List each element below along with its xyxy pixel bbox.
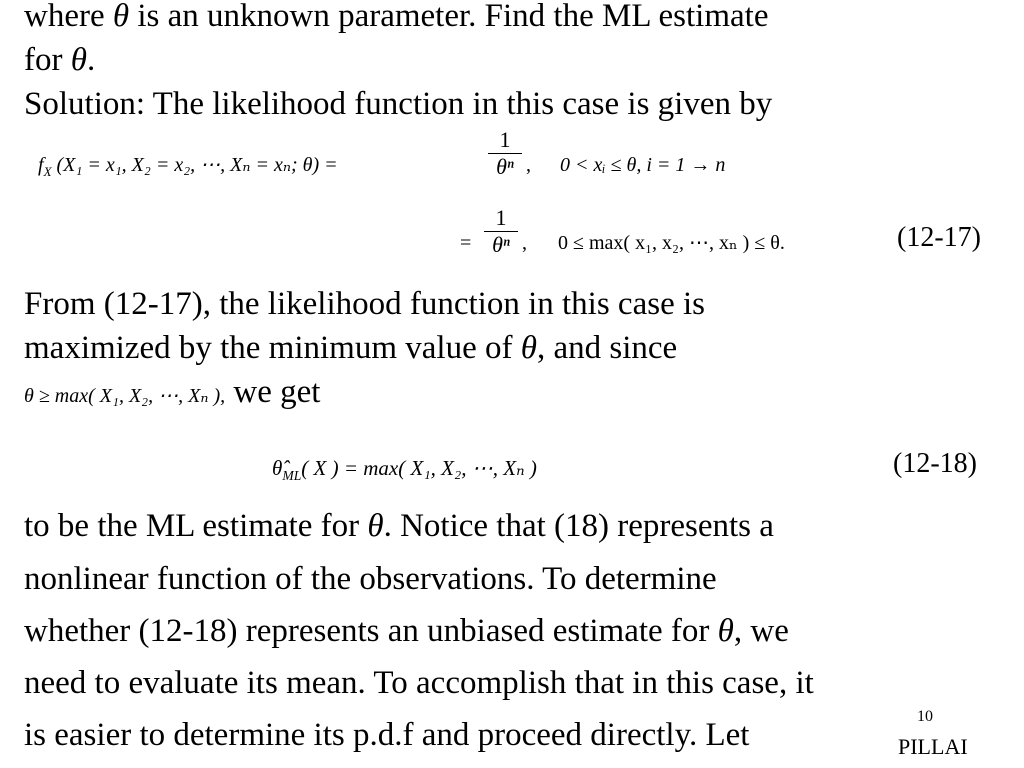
text-line [24,661,814,705]
text-run: for [24,42,71,78]
text-run: , and since [536,330,678,366]
fraction-1-over-theta-n [488,128,522,179]
fraction-denominator: θⁿ [492,232,510,257]
pdf-symbol: f [38,154,44,176]
equation-row-1-lhs [38,153,338,184]
theta-symbol: θ [717,613,734,649]
text-line [24,38,95,82]
theta-symbol: θ [112,0,130,34]
text-run: From (12-17), the likelihood function in this case is [24,286,705,322]
text-run: . [86,42,96,78]
text-run: Solution: The likelihood function in this case is given by [24,86,773,122]
equals-sign: = [460,232,472,254]
subscript: X [43,164,52,179]
text-line [24,370,320,418]
text-run: where [24,0,113,34]
equation-args: ( X ) = max( X₁, X₂, ⋯, Xₙ ) [301,456,537,480]
equation-args: (X₁ = x₁, X₂ = x₂, ⋯, Xₙ = xₙ; θ) = [51,154,338,176]
page-number: 10 [917,708,933,725]
text-line [24,282,705,326]
theta-symbol: θ [367,508,384,544]
theta-symbol: θ [520,330,537,366]
text-run: is easier to determine its p.d.f and proceed directly. Let [24,717,750,753]
text-line [24,609,789,653]
equation-label: (12-17) [897,222,981,253]
fraction-numerator: 1 [495,205,507,230]
author-footer: PILLAI [898,734,968,759]
text-line [24,713,749,757]
text-run: whether (12-18) represents an unbiased estimate for [24,613,718,649]
theta-hat-symbol: θ̂ [272,456,283,480]
text-run: , we [733,613,789,649]
equation-row-1-condition: 0 < xᵢ ≤ θ, i = 1 → n [560,154,726,176]
inline-math: θ ≥ max( X₁, X₂, ⋯, Xₙ ), [24,385,226,407]
fraction-1-over-theta-n [484,206,518,257]
text-run: is an unknown parameter. Find the ML estimate [129,0,769,34]
solution-heading [24,82,772,126]
text-run: we get [225,374,321,410]
text-line [24,557,717,601]
text-line [24,326,677,370]
equation-label: (12-18) [893,448,977,479]
text-run: maximized by the minimum value of [24,330,521,366]
subscript: ML [282,468,302,484]
text-line [24,0,769,38]
comma: , [526,154,531,176]
fraction-numerator: 1 [499,127,511,152]
text-run: need to evaluate its mean. To accomplish that in this case, it [24,665,814,701]
text-run: . Notice that (18) represents a [383,508,774,544]
comma: , [522,232,527,254]
text-run: nonlinear function of the observations. To determine [24,561,717,597]
theta-symbol: θ [70,42,87,78]
text-run: to be the ML estimate for [24,508,368,544]
text-line [24,504,774,548]
equation-row-2-condition: 0 ≤ max( x₁, x₂, ⋯, xₙ ) ≤ θ. [558,232,785,254]
ml-estimate-expression [272,456,537,488]
fraction-denominator: θⁿ [496,154,514,179]
